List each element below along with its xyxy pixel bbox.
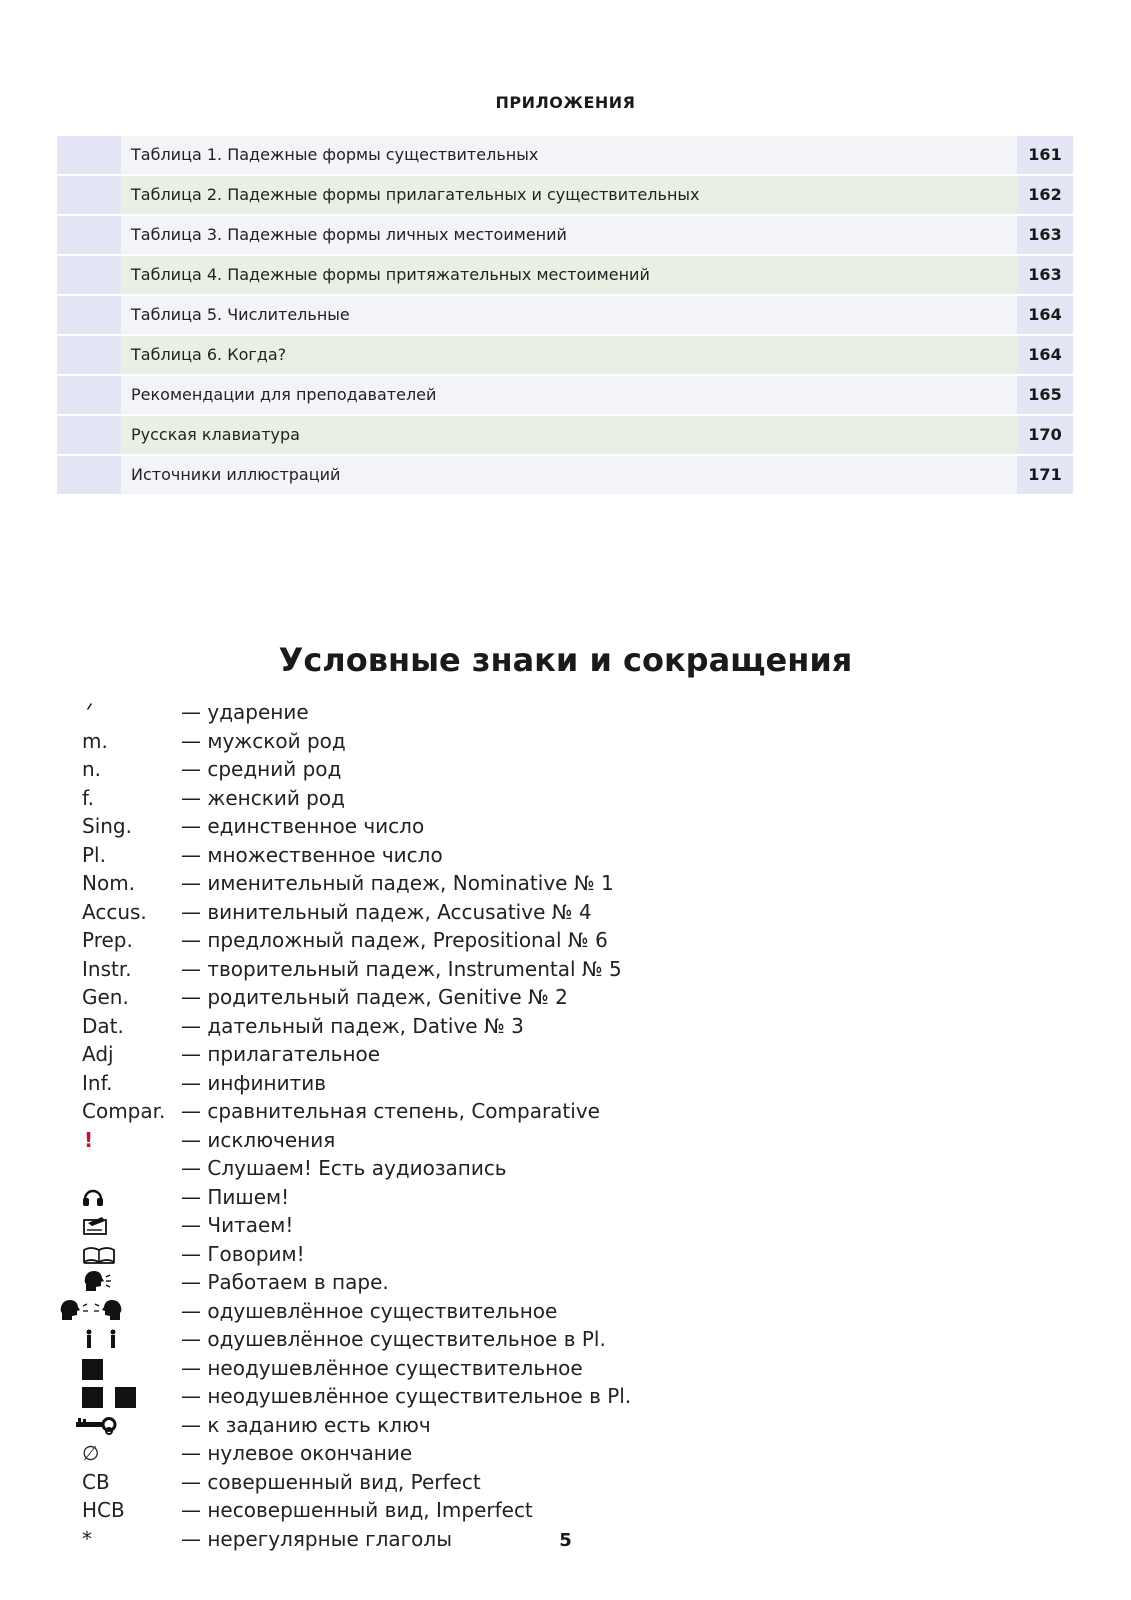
legend-desc: — сравнительная степень, Comparative — [181, 1099, 600, 1123]
toc-row — [57, 136, 1073, 176]
toc-label: Рекомендации для преподавателей — [131, 385, 437, 404]
legend-abbr: Compar. — [82, 1099, 166, 1123]
legend-desc: — неодушевлённое существительное — [181, 1355, 583, 1380]
legend-desc: — предложный падеж, Prepositional № 6 — [181, 928, 608, 952]
legend-desc: — именительный падеж, Nominative № 1 — [181, 871, 614, 895]
legend-abbr: СВ — [82, 1469, 110, 1494]
legend-abbr: Sing. — [82, 814, 132, 838]
legend-desc: — Говорим! — [181, 1241, 305, 1266]
legend-abbr: ∅ — [82, 1441, 100, 1465]
speaking-head-icon — [82, 1269, 114, 1295]
legend-desc: — множественное число — [181, 842, 443, 867]
toc-page: 162 — [1017, 176, 1073, 214]
stress-mark-icon — [82, 699, 96, 719]
legend-abbr: m. — [82, 728, 108, 753]
legend-abbr: Inf. — [82, 1070, 113, 1095]
toc-label: Таблица 5. Числительные — [131, 305, 350, 324]
legend-desc: — одушевлённое существительное в Pl. — [181, 1327, 606, 1351]
toc-label: Таблица 4. Падежные формы притяжательных местоимений — [131, 265, 650, 284]
legend-desc: — ударение — [181, 700, 309, 724]
toc-row — [57, 256, 1073, 296]
appendix-title: ПРИЛОЖЕНИЯ — [495, 93, 636, 112]
legend-desc: — нерегулярные глаголы — [181, 1526, 452, 1551]
toc-page: 171 — [1017, 456, 1073, 494]
toc-row — [57, 416, 1073, 456]
toc-page: 163 — [1017, 216, 1073, 254]
toc-row — [57, 176, 1073, 216]
legend-abbr: Adj — [82, 1042, 114, 1066]
appendix-table — [57, 136, 1073, 496]
legend-desc: — единственное число — [181, 814, 425, 838]
legend-abbr: Instr. — [82, 956, 132, 981]
toc-page: 161 — [1017, 136, 1073, 174]
toc-row — [57, 216, 1073, 256]
legend-desc: — одушевлённое существительное — [181, 1298, 558, 1323]
legend-desc: — прилагательное — [181, 1042, 381, 1066]
toc-row — [57, 296, 1073, 336]
legend-desc: — несовершенный вид, Imperfect — [181, 1498, 533, 1522]
toc-label: Таблица 6. Когда? — [131, 345, 287, 364]
legend-desc: — к заданию есть ключ — [181, 1412, 431, 1437]
legend-desc: — Слушаем! Есть аудиозапись — [181, 1156, 507, 1180]
legend-desc: — совершенный вид, Perfect — [181, 1469, 481, 1494]
legend-abbr: * — [82, 1526, 92, 1551]
toc-page: 165 — [1017, 376, 1073, 414]
key-icon — [74, 1413, 118, 1437]
legend-desc: — неодушевлённое существительное в Pl. — [181, 1384, 632, 1408]
legend-abbr: Pl. — [82, 842, 106, 867]
legend-desc: — мужской род — [181, 728, 346, 753]
legend-abbr: f. — [82, 785, 94, 810]
open-book-icon — [82, 1242, 116, 1266]
legend-title: Условные знаки и сокращения — [278, 641, 853, 679]
legend-desc: — средний род — [181, 757, 342, 781]
black-square-icon — [82, 1359, 103, 1380]
toc-page: 164 — [1017, 296, 1073, 334]
legend-desc: — женский род — [181, 785, 345, 810]
toc-row — [57, 376, 1073, 416]
toc-page: 163 — [1017, 256, 1073, 294]
legend-desc: — Читаем! — [181, 1213, 294, 1237]
legend-desc: — родительный падеж, Genitive № 2 — [181, 985, 568, 1009]
toc-label: Источники иллюстраций — [131, 465, 341, 484]
two-black-squares-icon — [82, 1382, 180, 1410]
legend-abbr: Nom. — [82, 871, 136, 895]
legend-desc: — Пишем! — [181, 1184, 290, 1209]
writing-hand-icon — [82, 1213, 110, 1237]
toc-label: Таблица 2. Падежные формы прилагательных и существительных — [131, 185, 700, 204]
two-speaking-heads-icon — [60, 1298, 122, 1324]
toc-label: Русская клавиатура — [131, 425, 300, 444]
two-persons-icon — [82, 1327, 122, 1351]
toc-label: Таблица 3. Падежные формы личных местоимений — [131, 225, 567, 244]
legend-desc: — дательный падеж, Dative № 3 — [181, 1013, 524, 1038]
legend-desc: — нулевое окончание — [181, 1441, 413, 1465]
toc-label: Таблица 1. Падежные формы существительных — [131, 145, 539, 164]
legend-desc: — творительный падеж, Instrumental № 5 — [181, 956, 622, 981]
legend-desc: — винительный падеж, Accusative № 4 — [181, 899, 592, 924]
headphones-icon — [82, 1185, 104, 1209]
toc-row — [57, 336, 1073, 376]
legend-abbr: Accus. — [82, 899, 147, 924]
page-number: 5 — [559, 1530, 572, 1551]
legend-abbr: n. — [82, 757, 102, 781]
legend-abbr: Gen. — [82, 985, 129, 1009]
legend-abbr: Dat. — [82, 1013, 124, 1038]
legend-desc: — инфинитив — [181, 1070, 327, 1095]
toc-row — [57, 456, 1073, 496]
toc-page: 164 — [1017, 336, 1073, 374]
legend-abbr: Prep. — [82, 928, 133, 952]
legend-desc: — исключения — [181, 1127, 336, 1152]
legend-abbr: НСВ — [82, 1498, 125, 1522]
legend-desc: — Работаем в паре. — [181, 1270, 389, 1294]
toc-page: 170 — [1017, 416, 1073, 454]
exclamation-icon: ! — [84, 1127, 94, 1152]
